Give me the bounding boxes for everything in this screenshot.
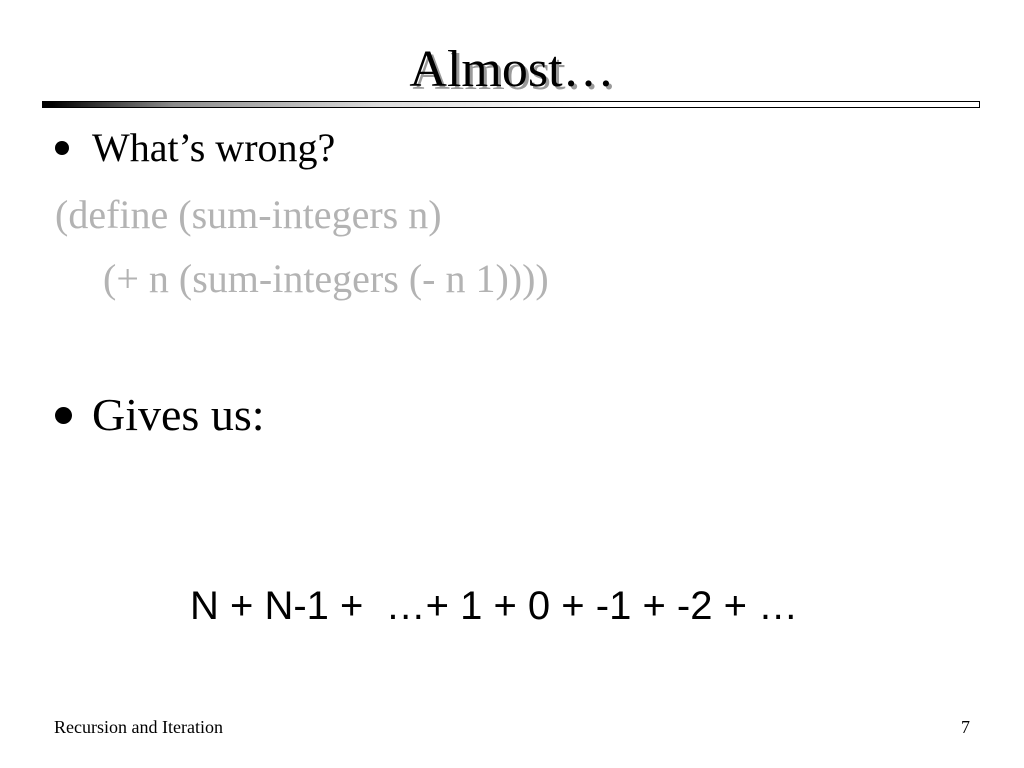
code-line-body: (+ n (sum-integers (- n 1)))) [103,256,549,301]
bullet-dot-icon [55,407,72,424]
slide-title: Almost… [409,41,615,98]
bullet-item-gives-us [55,390,265,440]
bullet-text: What’s wrong? [92,125,336,170]
title-divider [42,101,980,108]
bullet-dot-icon [55,141,69,155]
bullet-text: Gives us: [92,389,265,440]
footer-title: Recursion and Iteration [54,717,223,737]
bullet-item-whats-wrong [55,126,335,170]
page-number: 7 [961,717,970,737]
series-formula: N + N-1 + …+ 1 + 0 + -1 + -2 + … [190,584,799,628]
code-line-define: (define (sum-integers n) [55,192,442,237]
